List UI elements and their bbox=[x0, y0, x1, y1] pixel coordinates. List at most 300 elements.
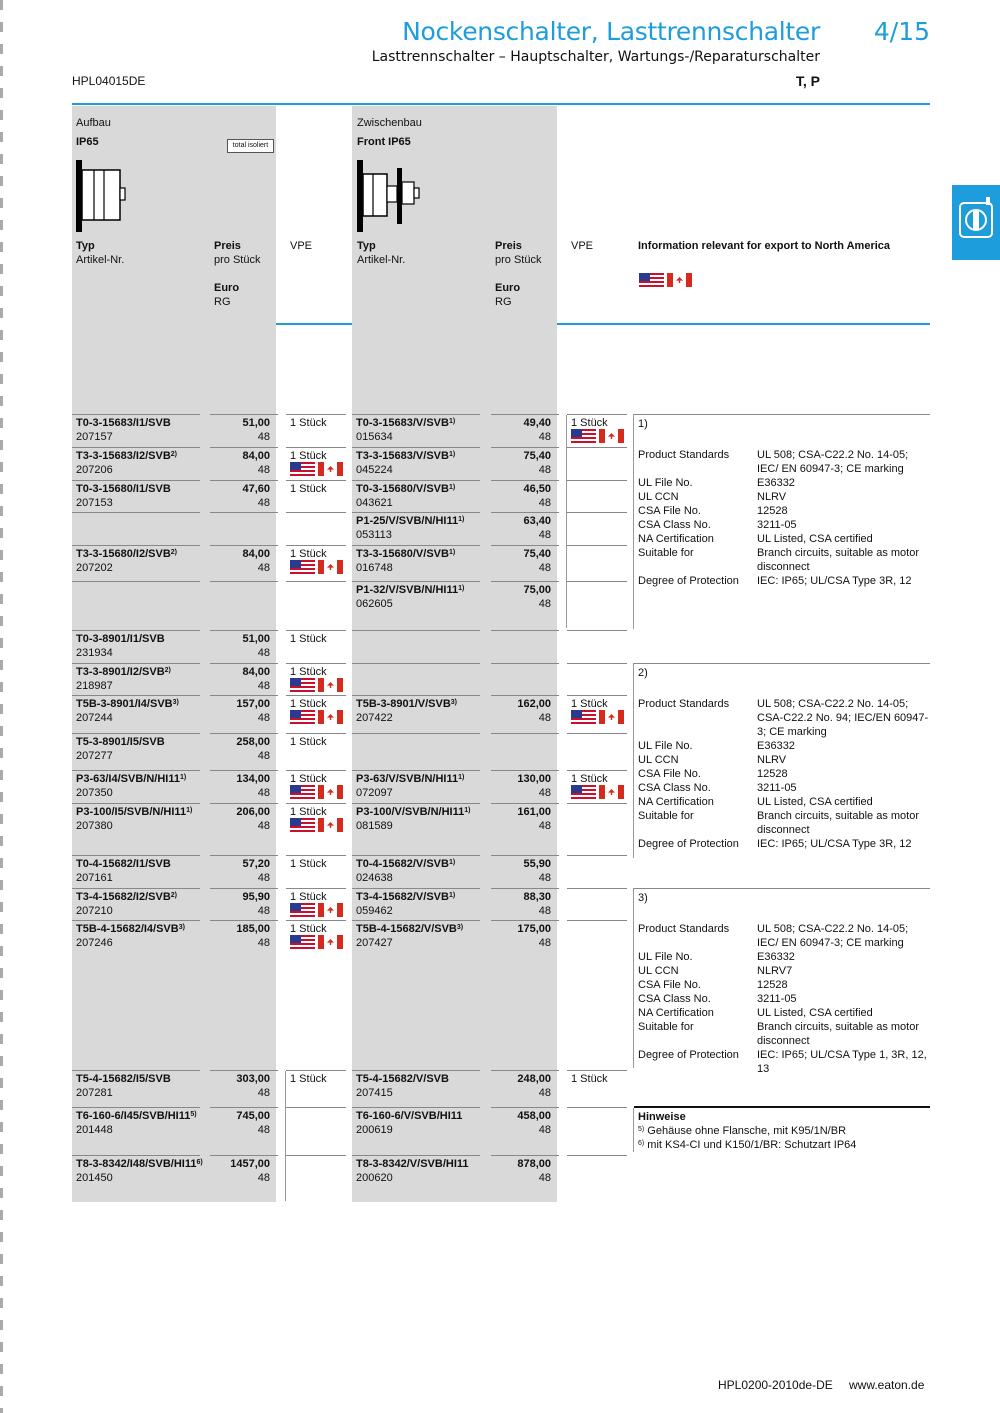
row-separator bbox=[286, 414, 346, 415]
article-type: T5-3-8901/I5/SVB bbox=[76, 736, 165, 748]
info-row bbox=[638, 697, 930, 739]
price: 258,00 bbox=[236, 736, 270, 748]
canada-flag-icon bbox=[318, 678, 343, 692]
left-col-art: Artikel-Nr. bbox=[76, 254, 125, 266]
article-number: 207427 bbox=[356, 937, 393, 949]
surface-mount-switch-icon bbox=[76, 160, 128, 232]
row-separator bbox=[286, 512, 346, 513]
row-separator bbox=[491, 855, 559, 856]
row-separator bbox=[352, 414, 480, 415]
packaging-unit: 1 Stück bbox=[290, 923, 327, 935]
rabattgruppe: 48 bbox=[257, 562, 270, 574]
row-separator bbox=[286, 663, 346, 664]
row-separator bbox=[491, 888, 559, 889]
us-flag-icon bbox=[290, 560, 315, 574]
row-separator bbox=[72, 414, 200, 415]
info-row bbox=[638, 504, 930, 518]
packaging-unit: 1 Stück bbox=[290, 773, 327, 785]
article-number: 072097 bbox=[356, 787, 393, 799]
cam-switch-icon bbox=[958, 195, 994, 245]
info-row bbox=[638, 837, 930, 851]
vpe-divider bbox=[566, 415, 567, 628]
intermediate-mount-switch-icon bbox=[357, 160, 427, 232]
info-table bbox=[638, 448, 930, 588]
packaging-unit: 1 Stück bbox=[290, 1073, 327, 1085]
us-flag-icon bbox=[290, 785, 315, 799]
row-separator bbox=[72, 1070, 200, 1071]
article-number: 207277 bbox=[76, 750, 113, 762]
article-number: 231934 bbox=[76, 647, 113, 659]
row-separator bbox=[72, 447, 200, 448]
info-value: IEC: IP65; UL/CSA Type 3R, 12 bbox=[757, 575, 912, 587]
right-col-euro: Euro bbox=[495, 282, 521, 294]
info-row bbox=[638, 448, 930, 476]
rabattgruppe: 48 bbox=[257, 820, 270, 832]
article-type: T5B-3-8901/V/SVB$^{3)}$ bbox=[356, 698, 457, 710]
us-flag-icon bbox=[571, 710, 596, 724]
row-separator bbox=[352, 920, 480, 921]
row-separator bbox=[210, 545, 278, 546]
rabattgruppe: 48 bbox=[257, 497, 270, 509]
row-separator bbox=[72, 1155, 200, 1156]
article-type: T5-4-15682/I5/SVB bbox=[76, 1073, 171, 1085]
price: 134,00 bbox=[236, 773, 270, 785]
info-key: NA Certification bbox=[638, 1007, 714, 1019]
us-flag-icon bbox=[290, 818, 315, 832]
info-table bbox=[638, 922, 930, 1076]
row-separator bbox=[286, 581, 346, 582]
price: 206,00 bbox=[236, 806, 270, 818]
price: 55,90 bbox=[523, 858, 551, 870]
info-row bbox=[638, 950, 930, 964]
row-separator bbox=[72, 545, 200, 546]
row-separator bbox=[567, 695, 627, 696]
article-number: 218987 bbox=[76, 680, 113, 692]
hinweise-rule bbox=[634, 1106, 930, 1108]
article-type: T0-3-8901/I1/SVB bbox=[76, 633, 165, 645]
price: 88,30 bbox=[523, 891, 551, 903]
info-table bbox=[638, 697, 930, 851]
row-separator bbox=[72, 733, 200, 734]
info-row bbox=[638, 1048, 930, 1076]
row-separator bbox=[286, 920, 346, 921]
row-separator bbox=[567, 512, 627, 513]
us-flag-icon bbox=[290, 935, 315, 949]
info-key: Degree of Protection bbox=[638, 838, 739, 850]
row-separator bbox=[567, 480, 627, 481]
approval-flags bbox=[290, 462, 343, 476]
row-separator bbox=[286, 1070, 346, 1071]
row-separator bbox=[491, 663, 559, 664]
row-separator bbox=[210, 920, 278, 921]
packaging-unit: 1 Stück bbox=[571, 417, 608, 429]
article-type: T3-3-15680/I2/SVB$^{2)}$ bbox=[76, 548, 178, 560]
info-key: NA Certification bbox=[638, 796, 714, 808]
article-type: T6-160-6/I45/SVB/HI11$^{5)}$ bbox=[76, 1110, 197, 1122]
row-separator bbox=[72, 512, 200, 513]
price: 49,40 bbox=[523, 417, 551, 429]
rabattgruppe: 48 bbox=[538, 872, 551, 884]
approval-flags bbox=[571, 710, 624, 724]
article-type: T0-3-15683/I1/SVB bbox=[76, 417, 171, 429]
row-separator bbox=[72, 630, 200, 631]
row-separator bbox=[72, 888, 200, 889]
canada-flag-icon bbox=[667, 273, 692, 287]
page-number: 4/15 bbox=[873, 17, 930, 46]
article-type: P3-100/I5/SVB/N/HI11$^{1)}$ bbox=[76, 806, 193, 818]
row-separator bbox=[286, 447, 346, 448]
rabattgruppe: 48 bbox=[538, 464, 551, 476]
rabattgruppe: 48 bbox=[538, 787, 551, 799]
info-row bbox=[638, 992, 930, 1006]
canada-flag-icon bbox=[318, 462, 343, 476]
row-separator bbox=[491, 630, 559, 631]
row-separator bbox=[210, 733, 278, 734]
row-separator bbox=[491, 447, 559, 448]
article-number: 207350 bbox=[76, 787, 113, 799]
rabattgruppe: 48 bbox=[538, 497, 551, 509]
row-separator bbox=[210, 447, 278, 448]
row-separator bbox=[567, 414, 627, 415]
info-row bbox=[638, 574, 930, 588]
approval-flags bbox=[290, 935, 343, 949]
article-type: T8-3-8342/I48/SVB/HI11$^{6)}$ bbox=[76, 1158, 203, 1170]
article-number: 053113 bbox=[356, 529, 392, 541]
row-separator bbox=[72, 695, 200, 696]
row-separator bbox=[210, 695, 278, 696]
row-separator bbox=[286, 630, 346, 631]
row-separator bbox=[352, 663, 480, 664]
info-value: E36332 bbox=[757, 740, 795, 752]
row-separator bbox=[567, 803, 627, 804]
info-value: E36332 bbox=[757, 477, 795, 489]
article-type: T5-4-15682/V/SVB bbox=[356, 1073, 449, 1085]
price: 175,00 bbox=[517, 923, 551, 935]
rabattgruppe: 48 bbox=[538, 820, 551, 832]
row-separator bbox=[567, 888, 627, 889]
info-value: 12528 bbox=[757, 505, 788, 517]
us-flag-icon bbox=[639, 273, 664, 287]
price: 47,60 bbox=[242, 483, 270, 495]
info-value: IEC: IP65; UL/CSA Type 1, 3R, 12, 13 bbox=[757, 1049, 927, 1075]
article-number: 207422 bbox=[356, 712, 393, 724]
row-separator bbox=[352, 545, 480, 546]
row-separator bbox=[491, 545, 559, 546]
packaging-unit: 1 Stück bbox=[290, 417, 327, 429]
row-separator bbox=[491, 770, 559, 771]
info-row bbox=[638, 767, 930, 781]
row-separator bbox=[286, 545, 346, 546]
row-separator bbox=[352, 695, 480, 696]
info-row bbox=[638, 546, 930, 574]
article-type: P1-32/V/SVB/N/HI11$^{1)}$ bbox=[356, 584, 465, 596]
right-price-band bbox=[352, 106, 557, 1202]
row-separator bbox=[210, 512, 278, 513]
article-number: 207380 bbox=[76, 820, 113, 832]
row-separator bbox=[210, 803, 278, 804]
row-separator bbox=[352, 1107, 480, 1108]
article-type: T5B-3-8901/I4/SVB$^{3)}$ bbox=[76, 698, 179, 710]
doc-code: HPL04015DE bbox=[72, 74, 146, 88]
row-separator bbox=[567, 855, 627, 856]
info-key: Suitable for bbox=[638, 1021, 694, 1033]
packaging-unit: 1 Stück bbox=[290, 450, 327, 462]
price: 84,00 bbox=[242, 450, 270, 462]
price: 84,00 bbox=[242, 548, 270, 560]
row-separator bbox=[491, 1070, 559, 1071]
info-key: UL CCN bbox=[638, 965, 679, 977]
info-key: UL CCN bbox=[638, 491, 679, 503]
page-subtitle: Lasttrennschalter – Hauptschalter, Wartungs-/Reparaturschalter bbox=[371, 49, 820, 65]
price: 157,00 bbox=[236, 698, 270, 710]
row-separator bbox=[286, 695, 346, 696]
left-col-prostueck: pro Stück bbox=[214, 254, 261, 266]
row-separator bbox=[210, 663, 278, 664]
row-separator bbox=[72, 770, 200, 771]
info-vline bbox=[633, 663, 634, 858]
row-separator bbox=[286, 733, 346, 734]
article-number: 059462 bbox=[356, 905, 393, 917]
article-type: T6-160-6/V/SVB/HI11 bbox=[356, 1110, 463, 1122]
info-value: NLRV7 bbox=[757, 965, 793, 977]
article-number: 207157 bbox=[76, 431, 113, 443]
canada-flag-icon bbox=[318, 710, 343, 724]
rabattgruppe: 48 bbox=[257, 937, 270, 949]
price: 185,00 bbox=[236, 923, 270, 935]
packaging-unit: 1 Stück bbox=[290, 698, 327, 710]
article-number: 207210 bbox=[76, 905, 113, 917]
info-key: Degree of Protection bbox=[638, 1049, 739, 1061]
article-number: 200619 bbox=[356, 1124, 393, 1136]
info-key: CSA File No. bbox=[638, 505, 701, 517]
info-value: Branch circuits, suitable as motor disconnect bbox=[757, 547, 920, 573]
row-separator bbox=[210, 1155, 278, 1156]
info-key: NA Certification bbox=[638, 533, 714, 545]
price: 51,00 bbox=[242, 417, 270, 429]
price: 75,00 bbox=[523, 584, 551, 596]
us-flag-icon bbox=[290, 903, 315, 917]
rabattgruppe: 48 bbox=[257, 1172, 270, 1184]
info-footnote-label: 2) bbox=[638, 667, 648, 679]
article-type: T3-4-15682/I2/SVB$^{2)}$ bbox=[76, 891, 178, 903]
article-number: 207246 bbox=[76, 937, 113, 949]
article-number: 207281 bbox=[76, 1087, 113, 1099]
article-type: T3-4-15682/V/SVB$^{1)}$ bbox=[356, 891, 456, 903]
row-separator bbox=[491, 695, 559, 696]
left-col-typ: Typ bbox=[76, 240, 95, 252]
approval-flags bbox=[571, 785, 624, 799]
article-number: 200620 bbox=[356, 1172, 393, 1184]
row-separator bbox=[210, 888, 278, 889]
info-separator bbox=[634, 663, 930, 664]
row-separator bbox=[491, 920, 559, 921]
info-key: CSA Class No. bbox=[638, 519, 711, 531]
us-flag-icon bbox=[290, 678, 315, 692]
article-number: 207244 bbox=[76, 712, 113, 724]
price: 95,90 bbox=[242, 891, 270, 903]
row-separator bbox=[72, 803, 200, 804]
rabattgruppe: 48 bbox=[538, 937, 551, 949]
article-type: P3-100/V/SVB/N/HI11$^{1)}$ bbox=[356, 806, 471, 818]
info-row bbox=[638, 518, 930, 532]
row-separator bbox=[72, 663, 200, 664]
page-edge-marks bbox=[0, 0, 3, 1413]
right-col-preis: Preis bbox=[495, 240, 522, 252]
row-separator bbox=[286, 770, 346, 771]
info-row bbox=[638, 476, 930, 490]
row-separator bbox=[210, 1070, 278, 1071]
left-col-preis: Preis bbox=[214, 240, 241, 252]
row-separator bbox=[352, 581, 480, 582]
info-row bbox=[638, 1020, 930, 1048]
footer-url: www.eaton.de bbox=[849, 1378, 925, 1392]
rabattgruppe: 48 bbox=[538, 1124, 551, 1136]
row-separator bbox=[352, 447, 480, 448]
info-row bbox=[638, 922, 930, 950]
row-separator bbox=[286, 855, 346, 856]
row-separator bbox=[72, 581, 200, 582]
row-separator bbox=[491, 1107, 559, 1108]
row-separator bbox=[286, 1107, 346, 1108]
price: 248,00 bbox=[517, 1073, 551, 1085]
info-row bbox=[638, 753, 930, 767]
info-key: Product Standards bbox=[638, 923, 730, 935]
approval-flags bbox=[571, 429, 624, 443]
row-separator bbox=[72, 855, 200, 856]
packaging-unit: 1 Stück bbox=[290, 666, 327, 678]
article-type: T3-3-15683/V/SVB$^{1)}$ bbox=[356, 450, 456, 462]
info-footnote-label: 3) bbox=[638, 892, 648, 904]
row-separator bbox=[286, 480, 346, 481]
article-number: 207161 bbox=[76, 872, 113, 884]
hinweise-note-5: $^{5)}$ Gehäuse ohne Flansche, mit K95/1N/BR bbox=[638, 1125, 847, 1137]
info-row bbox=[638, 978, 930, 992]
canada-flag-icon bbox=[599, 429, 624, 443]
row-separator bbox=[567, 447, 627, 448]
info-row bbox=[638, 809, 930, 837]
article-number: 207202 bbox=[76, 562, 113, 574]
article-type: T3-3-15683/I2/SVB$^{2)}$ bbox=[76, 450, 178, 462]
canada-flag-icon bbox=[318, 560, 343, 574]
packaging-unit: 1 Stück bbox=[571, 698, 608, 710]
rabattgruppe: 48 bbox=[538, 1087, 551, 1099]
right-protection-label: Front IP65 bbox=[357, 136, 411, 148]
info-row bbox=[638, 781, 930, 795]
packaging-unit: 1 Stück bbox=[290, 891, 327, 903]
rabattgruppe: 48 bbox=[538, 905, 551, 917]
info-key: UL File No. bbox=[638, 740, 693, 752]
info-value: UL Listed, CSA certified bbox=[757, 533, 873, 545]
info-key: CSA Class No. bbox=[638, 993, 711, 1005]
row-separator bbox=[491, 480, 559, 481]
info-value: Branch circuits, suitable as motor disconnect bbox=[757, 810, 920, 836]
info-row bbox=[638, 1006, 930, 1020]
packaging-unit: 1 Stück bbox=[290, 858, 327, 870]
info-value: 3211-05 bbox=[757, 782, 797, 794]
right-col-vpe: VPE bbox=[571, 240, 594, 252]
row-separator bbox=[491, 733, 559, 734]
price: 745,00 bbox=[236, 1110, 270, 1122]
info-footnote-label: 1) bbox=[638, 418, 648, 430]
rabattgruppe: 48 bbox=[257, 712, 270, 724]
rabattgruppe: 48 bbox=[257, 872, 270, 884]
row-separator bbox=[567, 545, 627, 546]
row-separator bbox=[210, 1107, 278, 1108]
row-separator bbox=[491, 512, 559, 513]
packaging-unit: 1 Stück bbox=[290, 806, 327, 818]
approval-flags bbox=[290, 903, 343, 917]
canada-flag-icon bbox=[599, 710, 624, 724]
rabattgruppe: 48 bbox=[257, 680, 270, 692]
canada-flag-icon bbox=[318, 818, 343, 832]
info-value: NLRV bbox=[757, 754, 787, 766]
row-separator bbox=[352, 630, 480, 631]
row-separator bbox=[352, 1155, 480, 1156]
row-separator bbox=[352, 512, 480, 513]
article-type: T0-3-15683/V/SVB$^{1)}$ bbox=[356, 417, 456, 429]
approval-flags bbox=[290, 678, 343, 692]
price: 75,40 bbox=[523, 450, 551, 462]
info-key: UL File No. bbox=[638, 477, 693, 489]
price: 458,00 bbox=[517, 1110, 551, 1122]
row-separator bbox=[352, 803, 480, 804]
header-rule bbox=[72, 103, 930, 105]
article-type: T3-3-8901/I2/SVB$^{2)}$ bbox=[76, 666, 171, 678]
info-value: UL 508; CSA-C22.2 No. 14-05; CSA-C22.2 No. 94; IEC/EN 60947-3; CE marking bbox=[757, 698, 929, 738]
row-separator bbox=[491, 581, 559, 582]
article-type: T5B-4-15682/I4/SVB$^{3)}$ bbox=[76, 923, 185, 935]
article-number: 207153 bbox=[76, 497, 113, 509]
info-key: CSA File No. bbox=[638, 768, 701, 780]
info-value: 3211-05 bbox=[757, 519, 797, 531]
info-value: 12528 bbox=[757, 979, 788, 991]
row-separator bbox=[567, 1107, 627, 1108]
row-separator bbox=[72, 1107, 200, 1108]
row-separator bbox=[567, 581, 627, 582]
rabattgruppe: 48 bbox=[257, 647, 270, 659]
right-col-prostueck: pro Stück bbox=[495, 254, 542, 266]
row-separator bbox=[72, 920, 200, 921]
row-separator bbox=[72, 480, 200, 481]
row-separator bbox=[210, 414, 278, 415]
us-flag-icon bbox=[290, 462, 315, 476]
info-value: IEC: IP65; UL/CSA Type 3R, 12 bbox=[757, 838, 912, 850]
row-separator bbox=[567, 770, 627, 771]
article-number: 207206 bbox=[76, 464, 113, 476]
approval-flags bbox=[290, 710, 343, 724]
row-separator bbox=[491, 803, 559, 804]
info-key: Suitable for bbox=[638, 810, 694, 822]
row-separator bbox=[567, 1155, 627, 1156]
article-number: 045224 bbox=[356, 464, 393, 476]
row-separator bbox=[352, 888, 480, 889]
canada-flag-icon bbox=[599, 785, 624, 799]
article-type: T8-3-8342/V/SVB/HI11 bbox=[356, 1158, 469, 1170]
info-value: 3211-05 bbox=[757, 993, 797, 1005]
article-type: T0-3-15680/V/SVB$^{1)}$ bbox=[356, 483, 456, 495]
total-isoliert-badge: total isoliert bbox=[227, 139, 274, 153]
info-value: UL Listed, CSA certified bbox=[757, 796, 873, 808]
right-mount-label: Zwischenbau bbox=[357, 117, 422, 129]
page-title: Nockenschalter, Lasttrennschalter bbox=[402, 17, 820, 46]
footer-code: HPL0200-2010de-DE bbox=[718, 1378, 833, 1392]
rabattgruppe: 48 bbox=[538, 529, 551, 541]
info-value: 12528 bbox=[757, 768, 788, 780]
rabattgruppe: 48 bbox=[538, 712, 551, 724]
us-flag-icon bbox=[571, 785, 596, 799]
info-row bbox=[638, 795, 930, 809]
info-key: CSA File No. bbox=[638, 979, 701, 991]
